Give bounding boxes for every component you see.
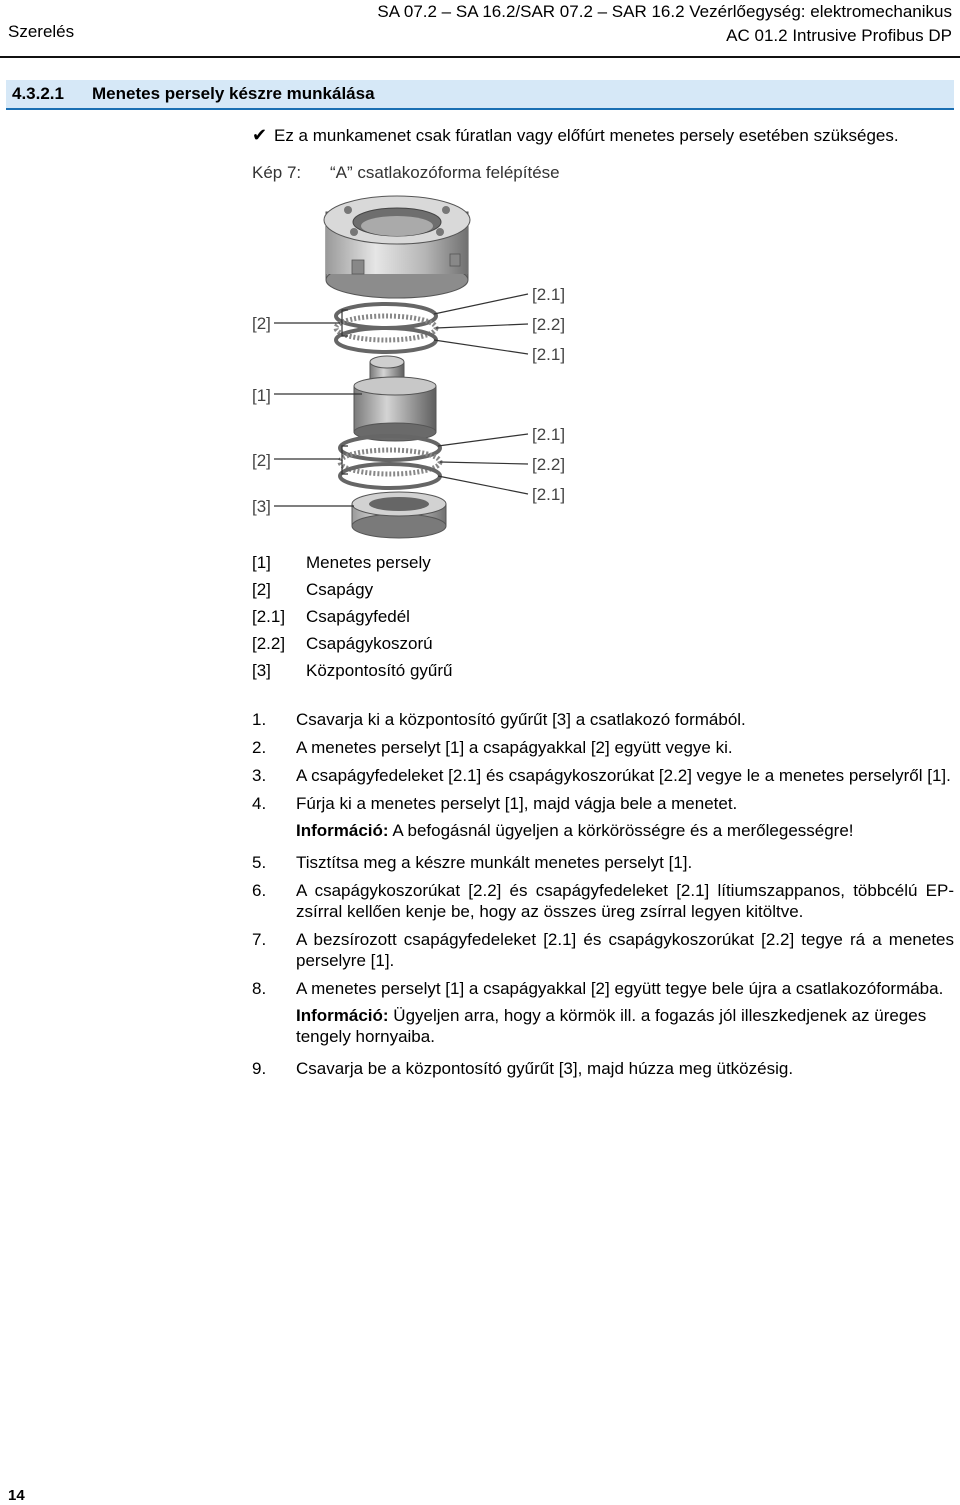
info-note [252,1005,954,1047]
note-text: Ez a munkamenet csak fúratlan vagy előfúrt menetes persely esetében szükséges. [274,126,899,145]
threaded-bushing [354,356,436,441]
leader-lines-right [434,294,528,494]
step-text: A menetes perselyt [1] a csapágyakkal [2] együtt tegye bele újra a csatlakozóformába. [296,979,944,998]
step-number: 7. [252,930,267,949]
callout-right-4: [2.1] [532,425,566,444]
leader-lines-left [274,310,362,506]
legend-item [252,607,452,634]
header-divider [0,56,960,58]
legend-item [252,634,452,661]
step-item [252,1058,954,1079]
callout-right-2: [2.2] [532,315,566,334]
step-number: 4. [252,794,267,813]
step-text: Csavarja be a központosító gyűrűt [3], majd húzza meg ütközésig. [296,1059,794,1078]
step-item [252,929,954,971]
header-title-line2: AC 01.2 Intrusive Profibus DP [726,26,952,45]
prerequisite-note [252,125,899,146]
exploded-assembly-drawing [244,186,594,546]
section-number: 4.3.2.1 [12,84,64,103]
header-section: Szerelés [8,22,75,41]
callout-left-4: [3] [252,497,271,516]
step-number: 8. [252,979,267,998]
legend-key: [3] [252,661,271,680]
figure-legend [252,553,452,688]
callout-left-2: [1] [252,386,271,405]
step-number: 5. [252,853,267,872]
step-number: 2. [252,738,267,757]
step-text: A bezsírozott csapágyfedeleket [2.1] és csapágykoszorúkat [2.2] tegye rá a menetes perselyre [1]. [296,930,954,970]
legend-text: Csapágykoszorú [306,634,433,653]
callout-right-3: [2.1] [532,345,566,364]
info-label: Információ: [296,821,389,840]
legend-item [252,661,452,688]
step-text: A csapágyfedeleket [2.1] és csapágykoszorúkat [2.2] vegye le a menetes perselyről [1]. [296,766,951,785]
info-label: Információ: [296,1006,389,1025]
callout-right-5: [2.2] [532,455,566,474]
step-item [252,978,954,999]
legend-key: [2.1] [252,607,286,626]
callout-right-1: [2.1] [532,285,566,304]
page-number: 14 [8,1487,25,1504]
info-note [252,820,954,841]
step-number: 1. [252,710,267,729]
legend-key: [2] [252,580,271,599]
step-number: 6. [252,881,267,900]
step-text: A menetes perselyt [1] a csapágyakkal [2] együtt vegye ki. [296,738,733,757]
step-item [252,852,954,873]
step-text: Fúrja ki a menetes perselyt [1], majd vágja bele a menetet. [296,794,738,813]
step-item [252,880,954,922]
info-text: Ügyeljen arra, hogy a körmök ill. a fogazás jól illeszkedjenek az üreges tengely hornyaiba. [296,1006,927,1046]
flange-housing [324,196,470,298]
legend-text: Központosító gyűrű [306,661,453,680]
step-text: Tisztítsa meg a készre munkált menetes perselyt [1]. [296,853,693,872]
section-title: Menetes persely készre munkálása [92,84,375,103]
step-item [252,793,954,814]
step-text: Csavarja ki a központosító gyűrűt [3] a csatlakozó formából. [296,710,746,729]
checkmark-icon: ✔ [252,125,268,145]
centering-ring [352,492,446,538]
callout-left-3: [2] [252,451,271,470]
step-item [252,765,954,786]
legend-item [252,580,452,607]
legend-text: Menetes persely [306,553,431,572]
step-text: A csapágykoszorúkat [2.2] és csapágyfedeleket [2.1] lítiumszappanos, többcélú EP-zsírral kellően kenje be, hogy az összes üreg zsírral legyen kitöltve. [296,881,954,921]
step-number: 9. [252,1059,267,1078]
legend-item [252,553,452,580]
figure-caption-label: Kép 7: [252,163,302,182]
callout-right-6: [2.1] [532,485,566,504]
info-text: A befogásnál ügyeljen a körkörösségre és a merőlegességre! [392,821,854,840]
upper-bearing [336,304,436,352]
header-title [377,0,952,48]
procedure-steps [252,709,954,1086]
legend-key: [1] [252,553,271,572]
step-number: 3. [252,766,267,785]
legend-text: Csapágyfedél [306,607,410,626]
lower-bearing [340,436,440,488]
figure-caption [252,163,560,183]
step-item [252,737,954,758]
callout-left-1: [2] [252,314,271,333]
legend-key: [2.2] [252,634,286,653]
section-heading [6,80,954,110]
header-title-line1: SA 07.2 – SA 16.2/SAR 07.2 – SAR 16.2 Vezérlőegység: elektromechanikus [377,2,952,21]
figure-caption-text: “A” csatlakozóforma felépítése [330,163,560,182]
step-item [252,709,954,730]
legend-text: Csapágy [306,580,374,599]
